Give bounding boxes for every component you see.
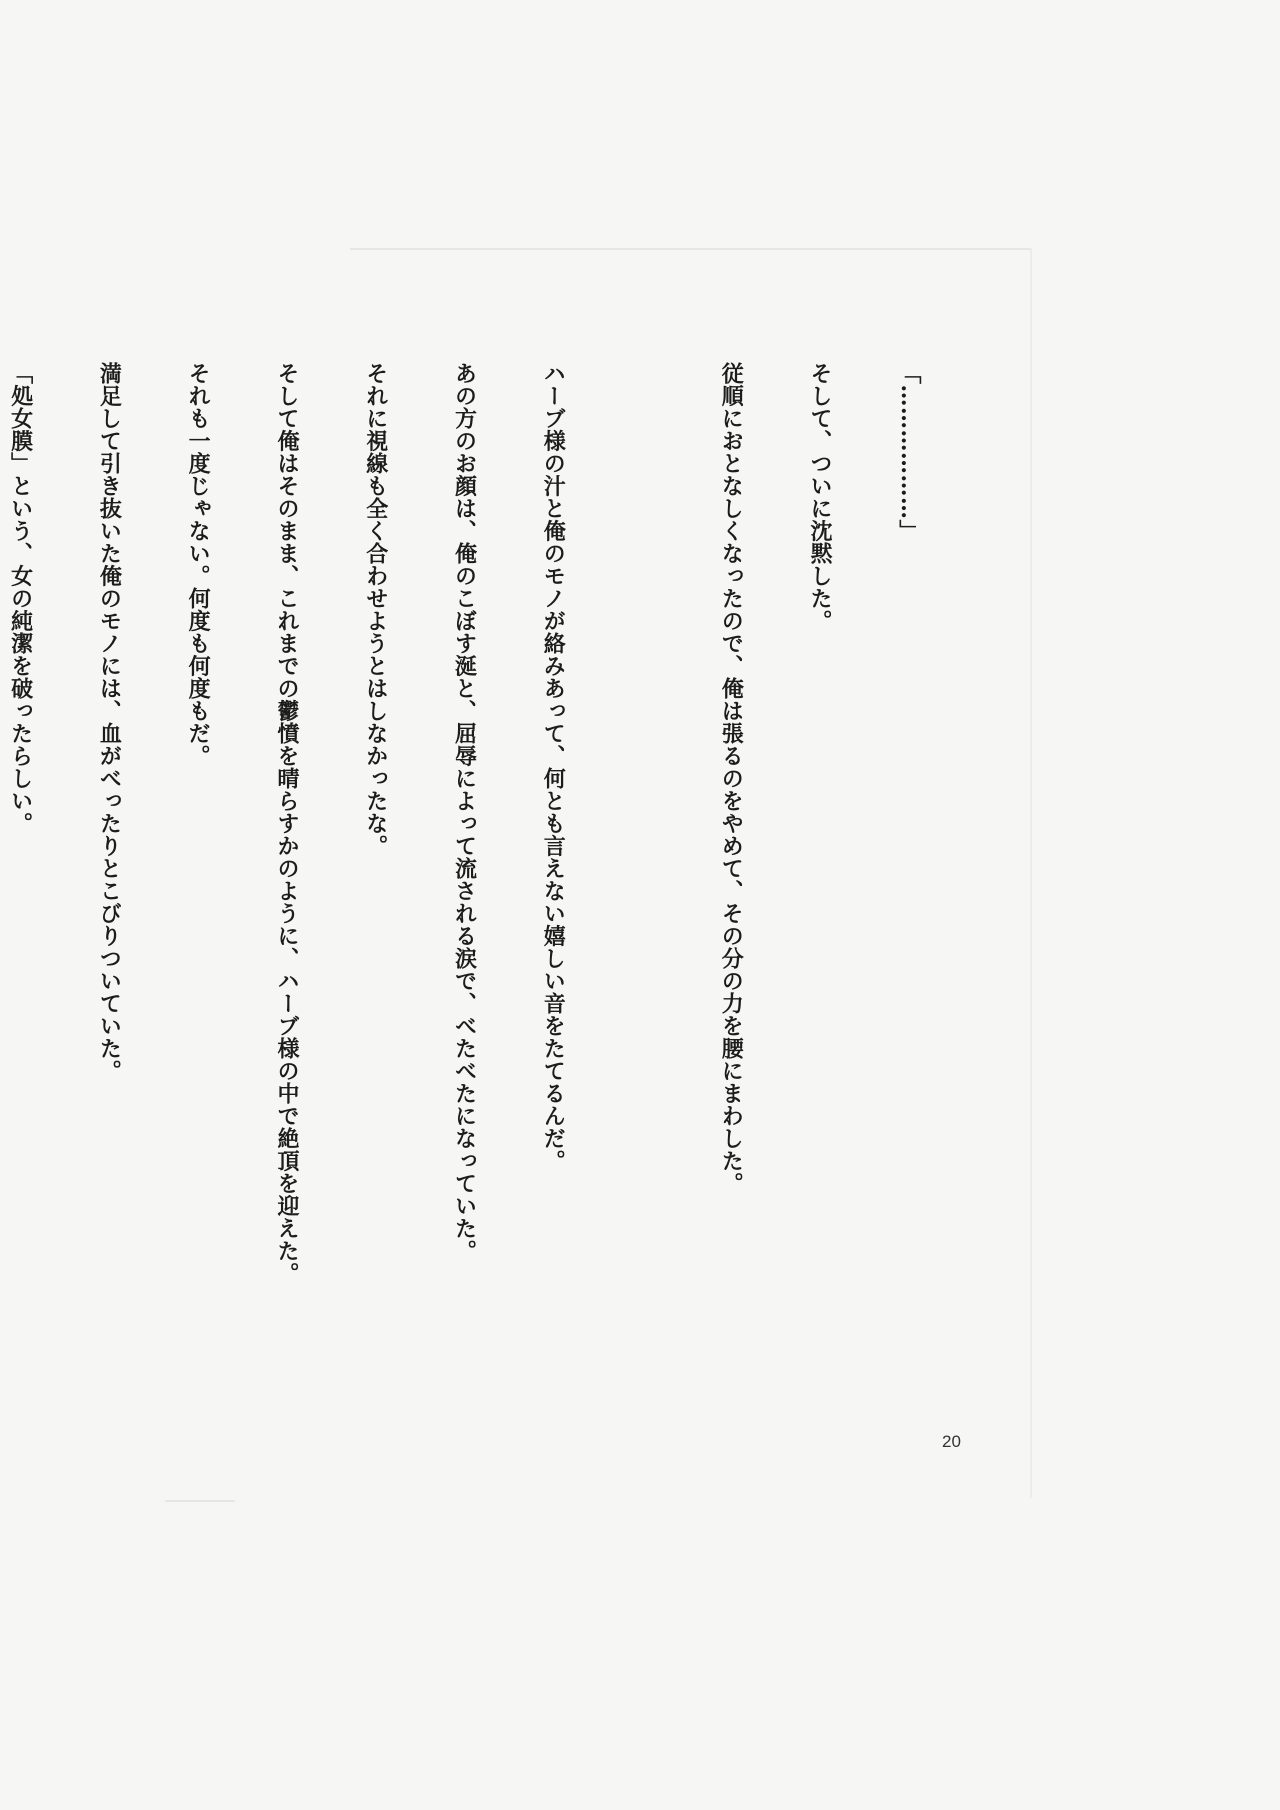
text-line: ハーブ様の汁と俺のモノが絡みあって、何とも言えない嬉しい音をたてるんだ。 bbox=[540, 362, 567, 1172]
text-line: 従順におとなしくなったので、俺は張るのをやめて、その分の力を腰にまわした。 bbox=[718, 362, 745, 1195]
text-line: そして俺はそのまま、これまでの鬱憤を晴らすかのように、ハーブ様の中で絶頂を迎えた。 bbox=[273, 362, 300, 1285]
page-edge-bottom bbox=[165, 1500, 235, 1502]
page-number: 20 bbox=[942, 1432, 961, 1451]
text-line: あの方のお顔は、俺のこぼす涎と、屈辱によって流される涙で、べたべたになっていた。 bbox=[451, 362, 478, 1262]
text-line: 「処女膜」という、女の純潔を破ったらしい。 bbox=[7, 362, 34, 835]
text-line: 満足して引き抜いた俺のモノには、血がべったりとこびりついていた。 bbox=[96, 362, 123, 1082]
text-line: それも一度じゃない。何度も何度もだ。 bbox=[185, 362, 212, 767]
vertical-text-body bbox=[0, 362, 982, 1392]
page-edge-top bbox=[350, 248, 1030, 250]
text-line: そして、ついに沈黙した。 bbox=[807, 362, 834, 632]
page-edge-right bbox=[1030, 248, 1032, 1498]
text-line: それに視線も全く合わせようとはしなかったな。 bbox=[362, 362, 389, 857]
text-line: 「………………」 bbox=[895, 362, 922, 542]
